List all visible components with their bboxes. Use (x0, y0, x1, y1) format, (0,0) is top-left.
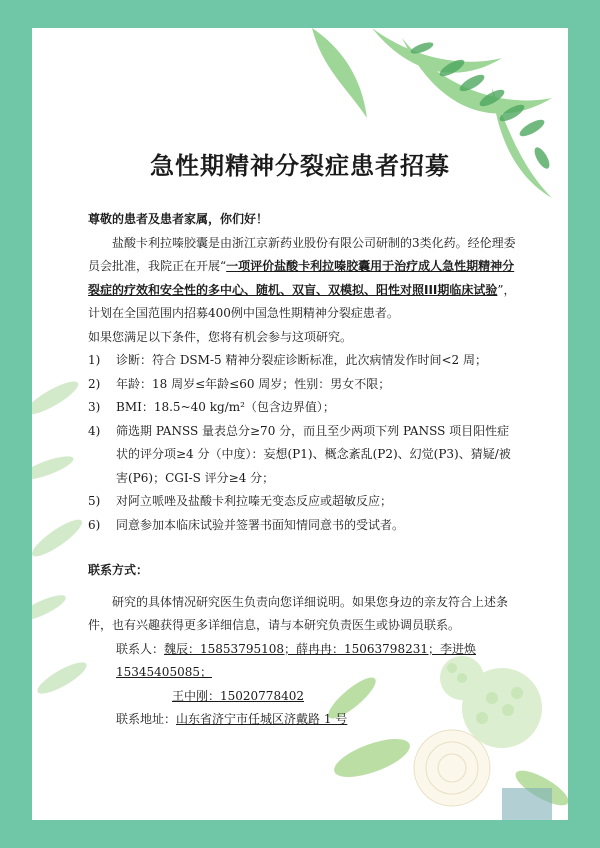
criteria-item (88, 396, 516, 420)
contact-address (88, 708, 516, 732)
criteria-item (88, 373, 516, 397)
study-title: 一项评价盐酸卡利拉嗪胶囊用于治疗成人急性期精神分裂症的疗效和安全性的多中心、随机、双盲、双模拟、阳性对照III期临床试验 (88, 259, 515, 297)
intro-text: 盐酸卡利拉嗪胶囊是由浙江京新药业股份有限公司研制的3类化药。经伦理委员会批准，我院正在开展 (88, 235, 516, 273)
contact-heading: 联系方式： (88, 563, 149, 577)
criteria-item (88, 490, 516, 514)
contact-people-label: 联系人： (116, 641, 165, 656)
criteria-text: 年龄：18 周岁≤年龄≤60 周岁；性别：男女不限； (116, 376, 391, 391)
contact-people (88, 638, 516, 685)
contact-address-value: 山东省济宁市任城区济戴路 1 号 (176, 712, 348, 726)
criteria-number: 2) (88, 376, 101, 391)
criteria-text: BMI：18.5~40 kg/m²（包含边界值）； (116, 400, 335, 414)
contact-people-line1: 魏辰：15853795108；薛冉冉：15063798231；李进焕 15345405085； (116, 641, 476, 679)
intro-paragraph (88, 232, 516, 326)
criteria-number: 1) (88, 353, 101, 367)
criteria-number: 5) (88, 494, 101, 508)
page-title: 急性期精神分裂症患者招募 (150, 152, 450, 180)
greeting: 尊敬的患者及患者家属，你们好！ (88, 212, 269, 226)
main-content (88, 208, 516, 732)
criteria-item (88, 514, 516, 538)
conditions-intro: 如果您满足以下条件，您将有机会参与这项研究。 (88, 329, 353, 344)
criteria-item (88, 349, 516, 373)
criteria-number: 6) (88, 517, 101, 532)
poster-paper (32, 28, 568, 820)
contact-description: 研究的具体情况研究医生负责向您详细说明。如果您身边的亲友符合上述条件，也有兴趣获得更多详细信息，请与本研究负责医生或协调员联系。 (88, 594, 509, 632)
contact-people-line2: 王中刚：15020778402 (172, 688, 304, 703)
criteria-text: 筛选期 PANSS 量表总分≥70 分，而且至少两项下列 PANSS 项目阳性症状的评分项≥4 分（中度）：妄想(P1)、概念紊乱(P2)、幻觉(P3)、猜疑/被害(P6)；CGI-S 评分≥4 分； (116, 423, 511, 485)
contact-address-label: 联系地址： (116, 712, 177, 726)
criteria-number: 3) (88, 400, 101, 414)
criteria-text: 同意参加本临床试验并签署书面知情同意书的受试者。 (116, 517, 405, 532)
criteria-list (88, 349, 516, 537)
intro-text-end: ”，计划在全国范围内招募400例中国急性期精神分裂症患者。 (88, 282, 516, 320)
criteria-text: 对阿立哌唑及盐酸卡利拉嗪无变态反应或超敏反应； (116, 494, 393, 508)
criteria-item (88, 420, 516, 491)
criteria-number: 4) (88, 423, 101, 438)
contact-people-continued (88, 685, 516, 709)
quote-open: “ (220, 259, 227, 273)
fern-leaves-decoration (252, 28, 568, 218)
criteria-text: 诊断：符合 DSM-5 精神分裂症诊断标准，此次病情发作时间<2 周； (116, 353, 487, 367)
